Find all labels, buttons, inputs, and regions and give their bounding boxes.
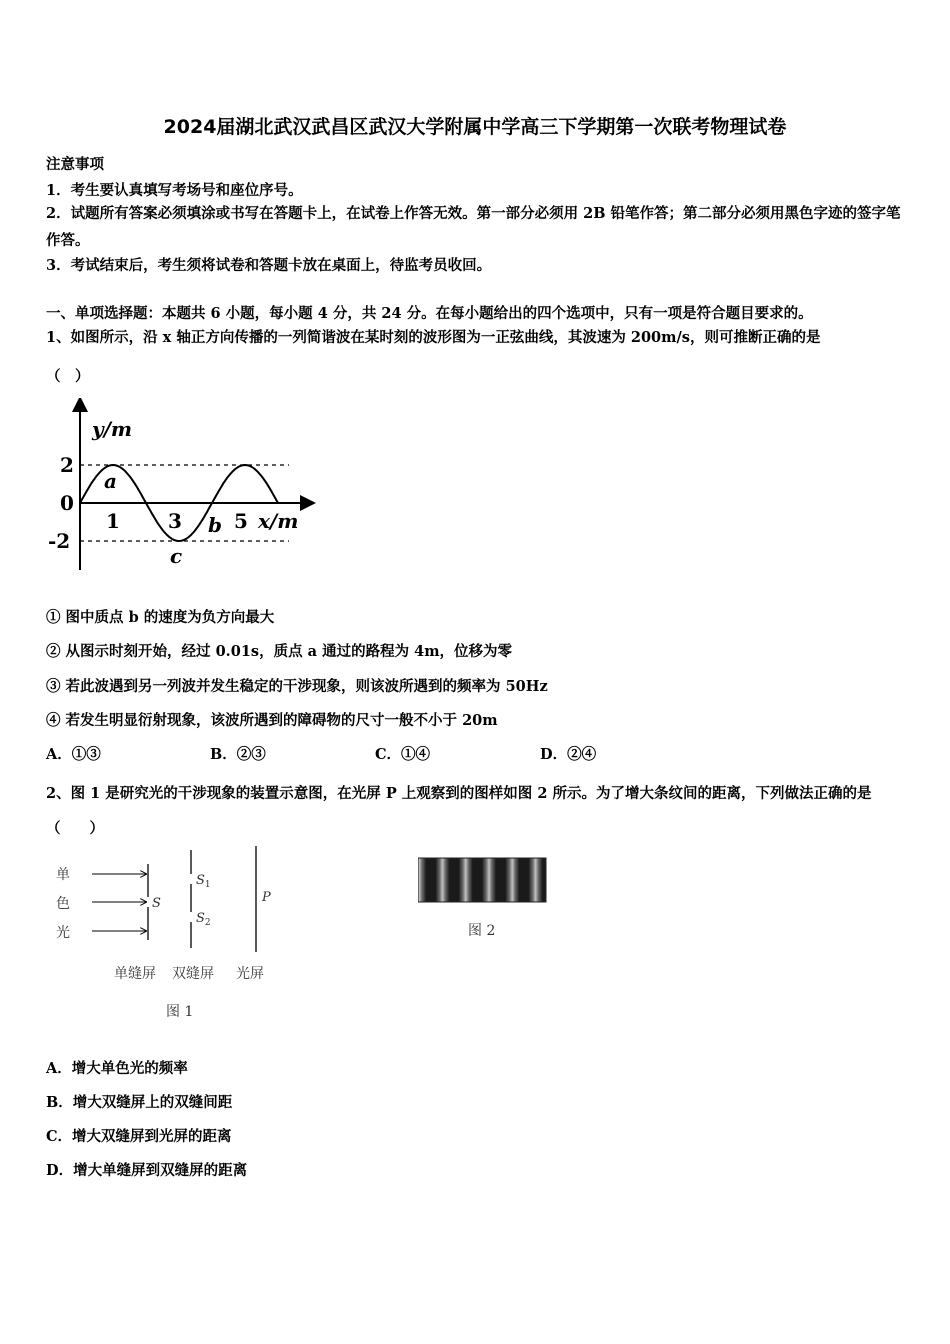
section-heading: 一、单项选择题：本题共 6 小题，每小题 4 分，共 24 分。在每小题给出的四个选项中，只有一项是符合题目要求的。 (46, 305, 813, 322)
light-char-3: 光 (56, 925, 70, 941)
notice-heading: 注意事项 (46, 156, 104, 173)
bright-fringe (436, 858, 450, 902)
point-a-label: a (104, 469, 117, 493)
notice-item-1: 1．考生要认真填写考场号和座位序号。 (46, 182, 303, 199)
q1-option-a: A．①③ (46, 746, 101, 763)
question-2-stem: 2、图 1 是研究光的干涉现象的装置示意图，在光屏 P 上观察到的图样如图 2 所示。为了增大条纹间的距离，下列做法正确的是（ ） (46, 785, 872, 837)
x-tick-3: 3 (168, 509, 182, 533)
figure-2-fringes (418, 856, 548, 946)
notice-item-2: 2．试题所有答案必须填涂或书写在答题卡上，在试卷上作答无效。第一部分必须用 2B 铅笔作答；第二部分必须用黑色字迹的签字笔作答。 (46, 205, 901, 249)
statement-3: ③ 若此波遇到另一列波并发生稳定的干涉现象，则该波所遇到的频率为 50Hz (46, 678, 548, 695)
bright-fringe (505, 858, 519, 902)
y-tick-2: 2 (60, 453, 74, 477)
wave-graph (46, 398, 316, 576)
light-char-2: 色 (56, 896, 70, 912)
q1-option-c: C．①④ (375, 746, 431, 763)
light-char-1: 单 (56, 867, 70, 883)
slit-s-label: S (152, 896, 161, 911)
single-slit-screen-label: 单缝屏 (114, 966, 156, 982)
q2-option-c: C．增大双缝屏到光屏的距离 (46, 1128, 232, 1145)
y-axis-label: y/m (92, 417, 133, 441)
figure-1-caption: 图 1 (166, 1004, 194, 1020)
light-screen-label: 光屏 (236, 966, 264, 982)
notice-item-3: 3．考试结束后，考生须将试卷和答题卡放在桌面上，待监考员收回。 (46, 257, 492, 274)
figure-2-caption: 图 2 (468, 923, 496, 939)
bright-fringe (459, 858, 473, 902)
question-1-stem: 1、如图所示，沿 x 轴正方向传播的一列简谐波在某时刻的波形图为一正弦曲线，其波速为 200m/s，则可推断正确的是 (46, 329, 821, 346)
bright-fringe (482, 858, 496, 902)
screen-p-label: P (262, 890, 271, 905)
x-tick-5: 5 (234, 509, 248, 533)
statement-4: ④ 若发生明显衍射现象，该波所遇到的障碍物的尺寸一般不小于 20m (46, 712, 498, 729)
x-axis-label: x/m (258, 509, 299, 533)
slit-s1-label: $S_1$ (196, 873, 211, 890)
point-c-label: c (170, 544, 183, 568)
q1-option-d: D．②④ (540, 746, 597, 763)
figure-1-apparatus (46, 844, 296, 1024)
q2-option-a: A．增大单色光的频率 (46, 1060, 188, 1077)
bright-fringe (418, 858, 426, 902)
slit-s2-label: $S_2$ (196, 911, 211, 928)
x-tick-1: 1 (106, 509, 120, 533)
y-tick-0: 0 (60, 491, 74, 515)
point-b-label: b (208, 513, 222, 537)
bright-fringe (529, 858, 543, 902)
exam-title: 2024届湖北武汉武昌区武汉大学附属中学高三下学期第一次联考物理试卷 (163, 116, 787, 138)
q2-option-d: D．增大单缝屏到双缝屏的距离 (46, 1162, 248, 1179)
statement-1: ① 图中质点 b 的速度为负方向最大 (46, 609, 275, 626)
double-slit-screen-label: 双缝屏 (172, 966, 214, 982)
y-tick-neg2: -2 (48, 529, 71, 553)
statement-2: ② 从图示时刻开始，经过 0.01s，质点 a 通过的路程为 4m，位移为零 (46, 643, 513, 660)
q2-option-b: B．增大双缝屏上的双缝间距 (46, 1094, 233, 1111)
q1-option-b: B．②③ (210, 746, 266, 763)
question-1-paren: （ ） (46, 368, 90, 385)
